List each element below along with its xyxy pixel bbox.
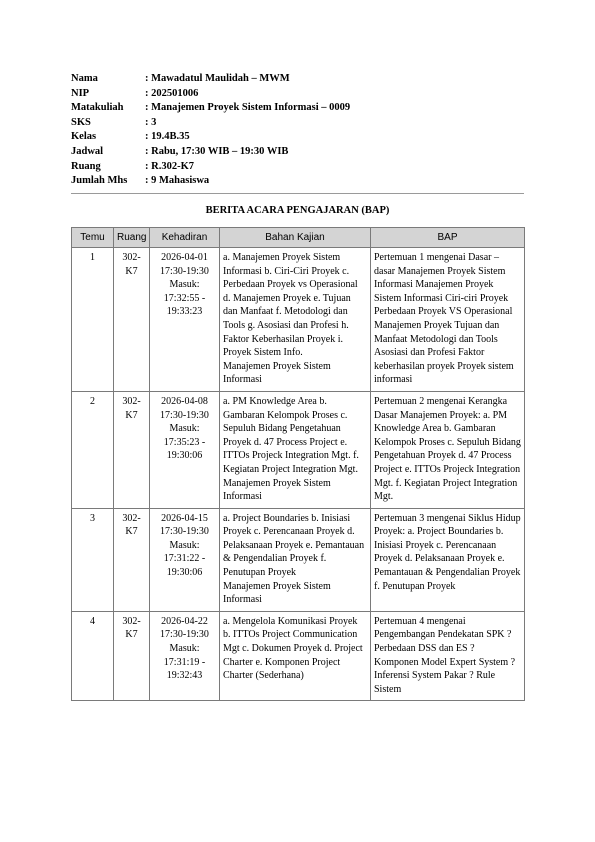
info-row [71, 87, 350, 102]
header-temu: Temu [72, 228, 114, 248]
info-row [71, 174, 350, 189]
info-value: : Manajemen Proyek Sistem Informasi – 0009 [145, 102, 351, 114]
info-value: : 19.4B.35 [145, 131, 190, 143]
divider [71, 193, 524, 194]
table-row [72, 611, 525, 701]
header-bap: BAP [371, 228, 525, 248]
cell-bap: Pertemuan 4 mengenai Pengembangan Pendekatan SPK ? Perbedaan DSS dan ES ? Komponen Model Expert System ? Inferensi System Pakar ? Rule Sistem [371, 611, 525, 701]
header-kehadiran: Kehadiran [150, 228, 220, 248]
header-ruang: Ruang [114, 228, 150, 248]
info-value: : Rabu, 17:30 WIB – 19:30 WIB [145, 145, 289, 157]
cell-temu: 2 [72, 391, 114, 508]
cell-bap: Pertemuan 3 mengenai Siklus Hidup Proyek: a. Project Boundaries b. Inisiasi Proyek c. Perencanaan Proyek d. Pelaksanaan Proyek e. Pemantauan & Pengendalian Proyek f. Penutupan Proyek [371, 508, 525, 611]
info-label: Jadwal [71, 145, 104, 157]
info-value: : 9 Mahasiswa [145, 175, 210, 187]
cell-bahan-kajian: a. PM Knowledge Area b. Gambaran Kelompok Proses c. Sepuluh Bidang Pengetahuan Proyek d. 47 Process Project e. ITTOs Projeck Integration Mgt. f. Kegiatan Project Integration Mgt. Manajemen Proyek Sistem Informasi [220, 391, 371, 508]
cell-bap: Pertemuan 1 mengenai Dasar – dasar Manajemen Proyek Sistem Informasi Manajemen Proyek Sistem Informasi Ciri-ciri Proyek Perbedaan Proyek VS Operasional Manajemen Proyek Tujuan dan Manfaat Metodologi dan Tools Asosiasi dan Profesi Faktor keberhasilan proyek Proyek sistem informasi [371, 248, 525, 392]
info-row [71, 160, 350, 175]
bap-table [71, 227, 525, 701]
info-value: : 3 [145, 116, 157, 128]
cell-kehadiran: 2026-04-15 17:30-19:30 Masuk: 17:31:22 - 19:30:06 [150, 508, 220, 611]
cell-bahan-kajian: a. Manajemen Proyek Sistem Informasi b. Ciri-Ciri Proyek c. Perbedaan Proyek vs Operasional d. Manajemen Proyek e. Tujuan dan Manfaat f. Metodologi dan Tools g. Asosiasi dan Profesi h. Faktor Keberhasilan Proyek i. Proyek Sistem Info. Manajemen Proyek Sistem Informasi [220, 248, 371, 392]
info-label: Matakuliah [71, 102, 124, 114]
cell-kehadiran: 2026-04-22 17:30-19:30 Masuk: 17:31:19 - 19:32:43 [150, 611, 220, 701]
info-row [71, 130, 350, 145]
cell-temu: 4 [72, 611, 114, 701]
cell-ruang: 302- K7 [114, 248, 150, 392]
info-label: NIP [71, 87, 90, 99]
table-row [72, 391, 525, 508]
table-row [72, 508, 525, 611]
info-row [71, 116, 350, 131]
cell-bahan-kajian: a. Mengelola Komunikasi Proyek b. ITTOs Project Communication Mgt c. Dokumen Proyek d. Project Charter e. Komponen Project Charter (Sederhana) [220, 611, 371, 701]
cell-ruang: 302- K7 [114, 508, 150, 611]
info-label: Nama [71, 73, 98, 84]
page-title: BERITA ACARA PENGAJARAN (BAP) [205, 205, 390, 216]
table-row [72, 248, 525, 392]
info-label: Kelas [71, 131, 97, 143]
cell-temu: 1 [72, 248, 114, 392]
cell-bap: Pertemuan 2 mengenai Kerangka Dasar Manajemen Proyek: a. PM Knowledge Area b. Gambaran Kelompok Proses c. Sepuluh Bidang Pengetahuan Proyek d. 47 Process Project e. ITTOs Projeck Integration Mgt. f. Kegiatan Project Integration Mgt. [371, 391, 525, 508]
info-label: Jumlah Mhs [71, 175, 128, 187]
table-header-row [72, 228, 525, 248]
info-value: : R.302-K7 [145, 160, 194, 172]
cell-temu: 3 [72, 508, 114, 611]
info-label: Ruang [71, 160, 101, 172]
info-value: : 202501006 [145, 87, 199, 99]
cell-kehadiran: 2026-04-08 17:30-19:30 Masuk: 17:35:23 - 19:30:06 [150, 391, 220, 508]
info-row [71, 101, 350, 116]
info-row [71, 145, 350, 160]
info-row [71, 72, 350, 87]
header-bahan-kajian: Bahan Kajian [220, 228, 371, 248]
cell-kehadiran: 2026-04-01 17:30-19:30 Masuk: 17:32:55 - 19:33:23 [150, 248, 220, 392]
lecturer-info [71, 72, 350, 189]
info-label: SKS [71, 116, 91, 128]
cell-bahan-kajian: a. Project Boundaries b. Inisiasi Proyek c. Perencanaan Proyek d. Pelaksanaan Proyek e. Pemantauan & Pengendalian Proyek f. Penutupan Proyek Manajemen Proyek Sistem Informasi [220, 508, 371, 611]
cell-ruang: 302- K7 [114, 391, 150, 508]
info-value: : Mawadatul Maulidah – MWM [145, 73, 290, 84]
cell-ruang: 302- K7 [114, 611, 150, 701]
